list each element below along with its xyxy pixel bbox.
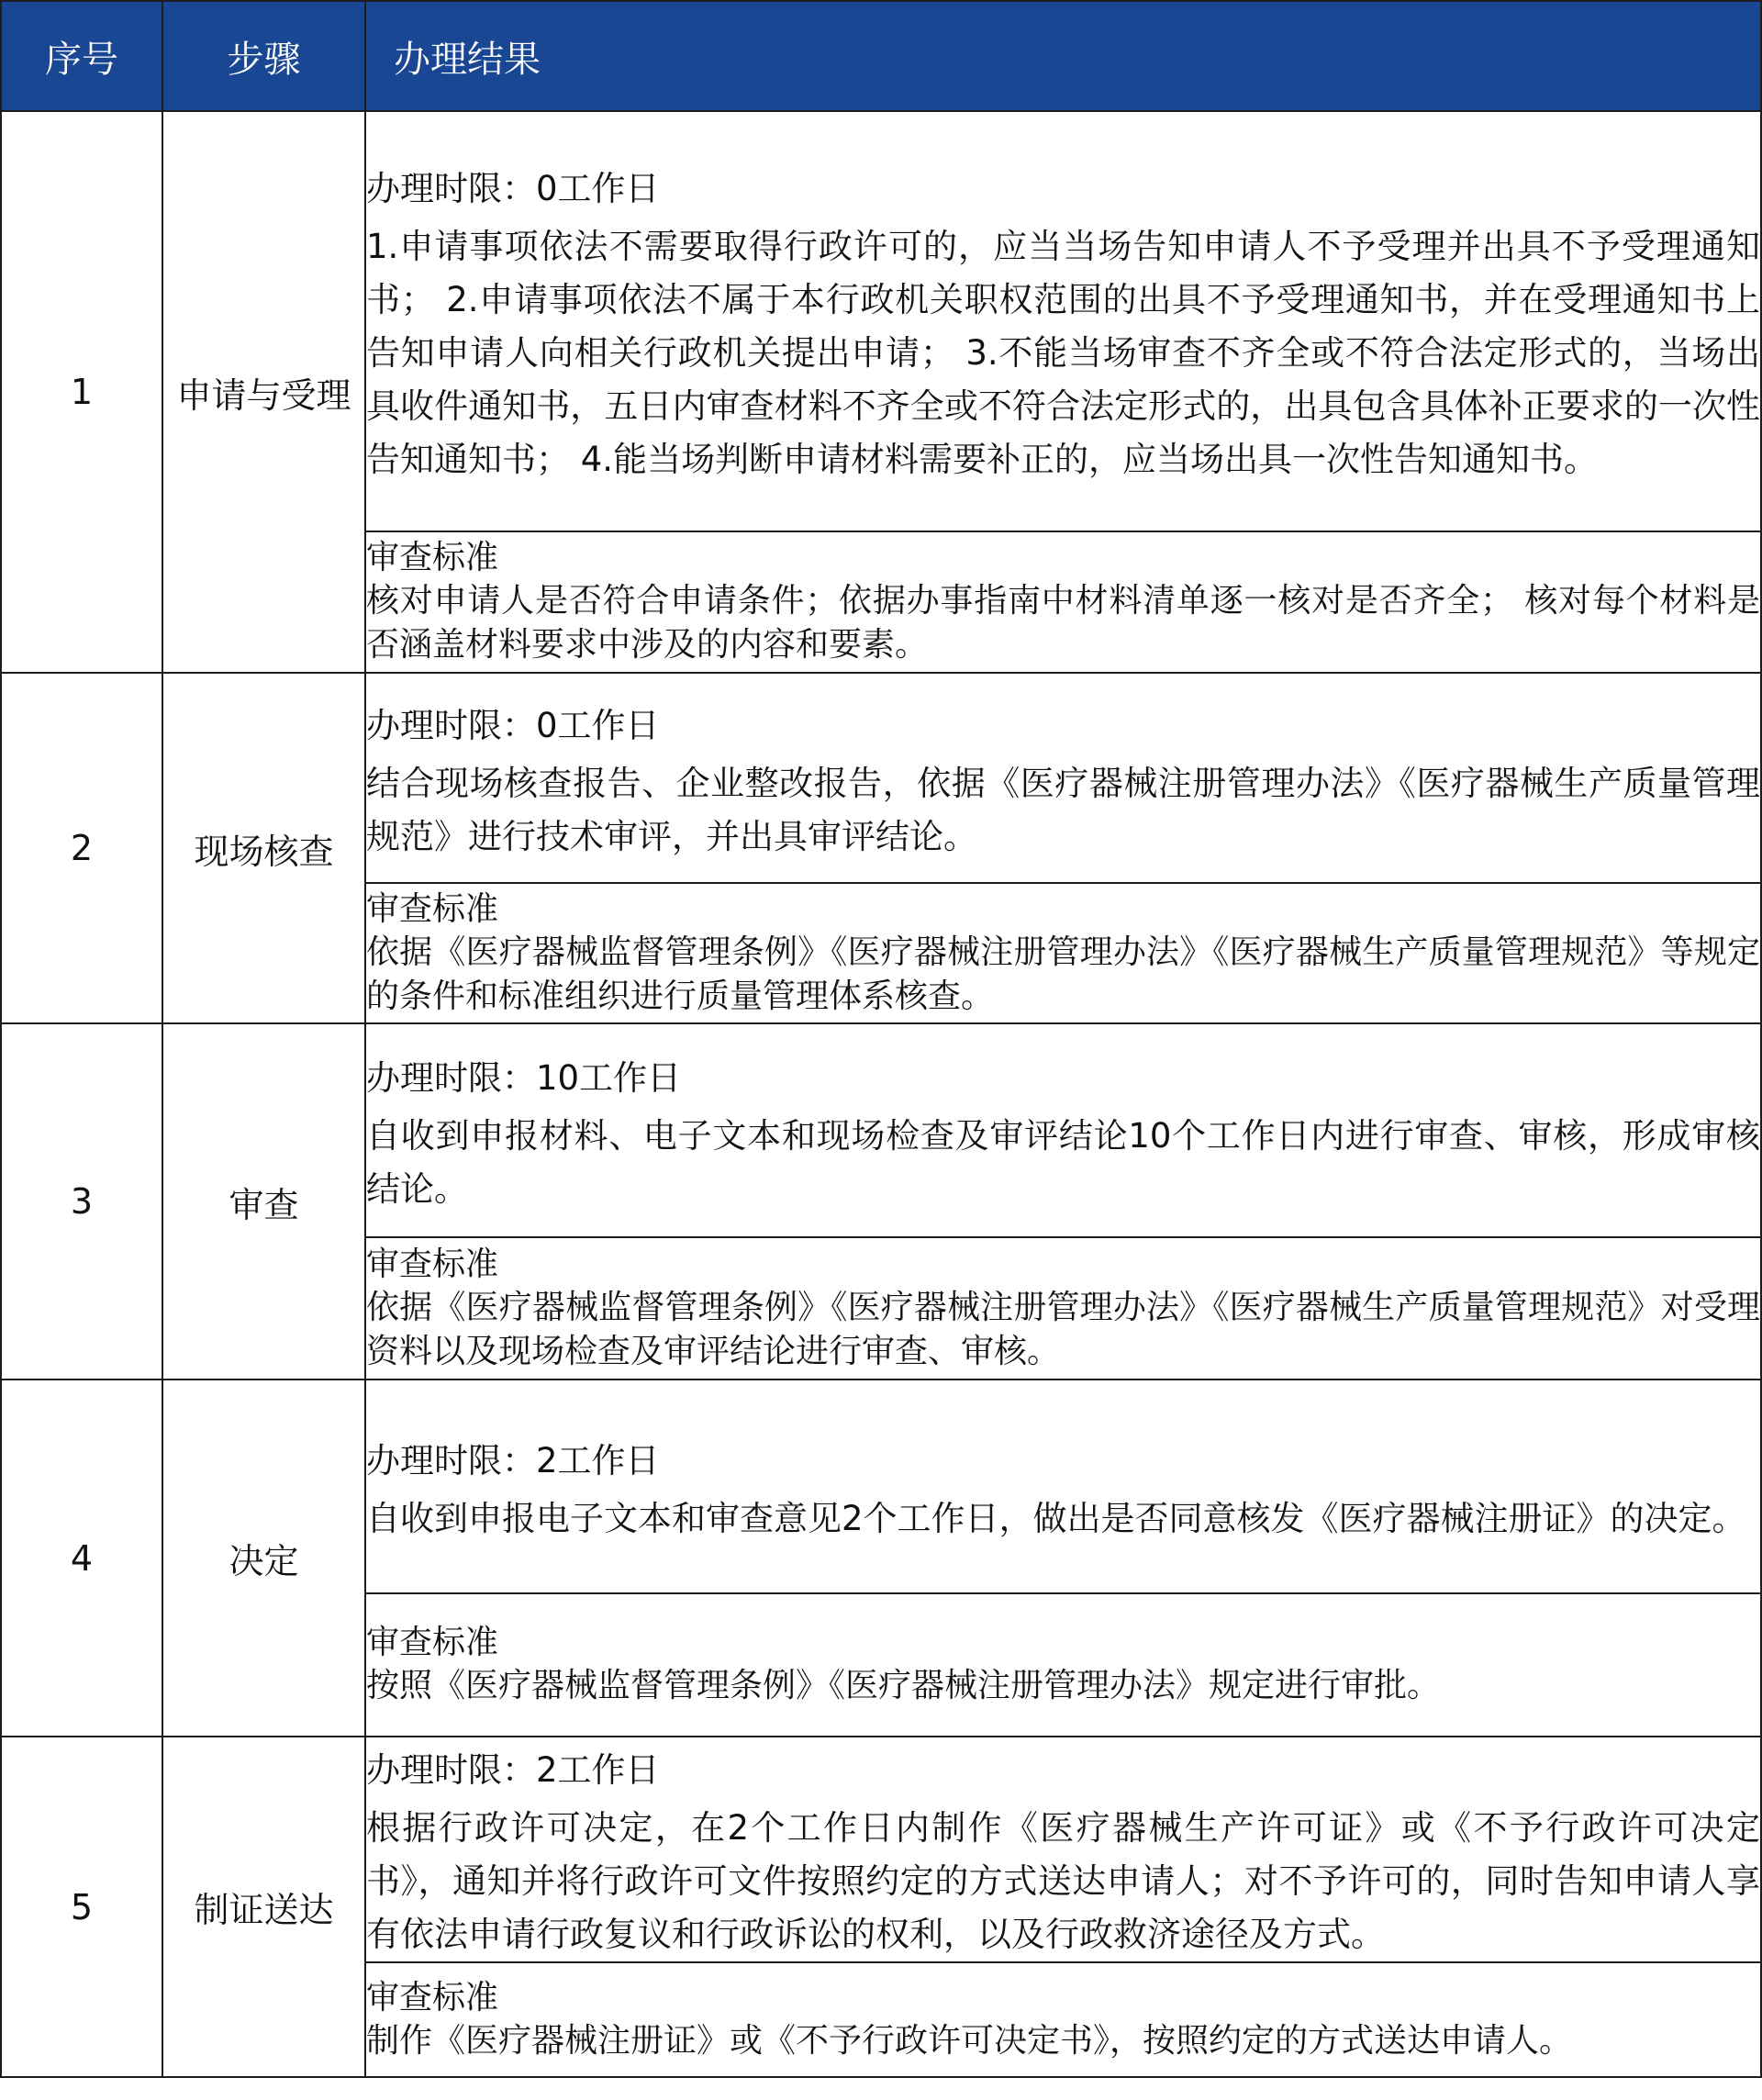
standard-text: 依据《医疗器械监督管理条例》《医疗器械注册管理办法》《医疗器械生产质量管理规范》对受理资料以及现场检查及审评结论进行审查、审核。 (366, 1288, 1760, 1370)
time-limit: 办理时限：2工作日 (366, 1440, 660, 1480)
time-limit: 办理时限：0工作日 (366, 705, 660, 745)
standard-text: 制作《医疗器械注册证》或《不予行政许可决定书》，按照约定的方式送达申请人。 (366, 2021, 1573, 2060)
standard-text: 依据《医疗器械监督管理条例》《医疗器械注册管理办法》《医疗器械生产质量管理规范》等规定的条件和标准组织进行质量管理体系核查。 (366, 933, 1760, 1015)
table-row (1, 673, 1761, 883)
table-row (1, 1737, 1761, 1962)
standard-cell (365, 1237, 1761, 1380)
standard-label: 审查标准 (366, 1978, 499, 2016)
result-cell (365, 111, 1761, 531)
result-cell (365, 1737, 1761, 1962)
standard-text: 按照《医疗器械监督管理条例》《医疗器械注册管理办法》规定进行审批。 (366, 1667, 1441, 1704)
result-cell (365, 673, 1761, 883)
table-header-row (1, 1, 1761, 111)
row-step: 制证送达 (162, 1737, 365, 2077)
header-seq: 序号 (1, 1, 162, 111)
time-limit: 办理时限：2工作日 (366, 1750, 660, 1790)
table-row (1, 1380, 1761, 1593)
row-step: 决定 (162, 1380, 365, 1737)
header-step: 步骤 (162, 1, 365, 111)
time-limit: 办理时限：10工作日 (366, 1057, 682, 1098)
row-seq: 1 (1, 111, 162, 673)
table-row (1, 111, 1761, 531)
standard-label: 审查标准 (366, 1245, 499, 1283)
result-cell (365, 1023, 1761, 1237)
standard-label: 审查标准 (366, 539, 499, 576)
standard-label: 审查标准 (366, 1624, 499, 1661)
standard-text: 核对申请人是否符合申请条件；依据办事指南中材料清单逐一核对是否齐全； 核对每个材料是否涵盖材料要求中涉及的内容和要素。 (366, 582, 1760, 664)
row-step: 申请与受理 (162, 111, 365, 673)
standard-label: 审查标准 (366, 889, 499, 928)
standard-cell (365, 531, 1761, 673)
table-row (1, 1023, 1761, 1237)
result-description: 自收到申报电子文本和审查意见2个工作日，做出是否同意核发《医疗器械注册证》的决定。 (366, 1498, 1746, 1538)
result-description: 1.申请事项依法不需要取得行政许可的，应当当场告知申请人不予受理并出具不予受理通知书； 2.申请事项依法不属于本行政机关职权范围的出具不予受理通知书，并在受理通知书上告知申请人向相关行政机关提出申请； 3.不能当场审查不齐全或不符合法定形式的，当场出具收件通知书，五日内审查材料不齐全或不符合法定形式的，出具包含具体补正要求的一次性告知通知书； 4.能当场判断申请材料需要补正的，应当场出具一次性告知通知书。 (366, 227, 1760, 479)
row-step: 审查 (162, 1023, 365, 1380)
result-description: 根据行政许可决定，在2个工作日内制作《医疗器械生产许可证》或《不予行政许可决定书》，通知并将行政许可文件按照约定的方式送达申请人；对不予许可的，同时告知申请人享有依法申请行政复议和行政诉讼的权利，以及行政救济途径及方式。 (366, 1808, 1760, 1954)
row-seq: 5 (1, 1737, 162, 2077)
result-cell (365, 1380, 1761, 1593)
standard-cell (365, 883, 1761, 1023)
result-description: 结合现场核查报告、企业整改报告，依据《医疗器械注册管理办法》《医疗器械生产质量管理规范》进行技术审评，并出具审评结论。 (366, 763, 1760, 856)
standard-cell (365, 1593, 1761, 1737)
row-seq: 4 (1, 1380, 162, 1737)
standard-cell (365, 1962, 1761, 2077)
time-limit: 办理时限：0工作日 (366, 169, 660, 208)
row-step: 现场核查 (162, 673, 365, 1023)
row-seq: 2 (1, 673, 162, 1023)
row-seq: 3 (1, 1023, 162, 1380)
result-description: 自收到申报材料、电子文本和现场检查及审评结论10个工作日内进行审查、审核，形成审核结论。 (366, 1115, 1760, 1209)
header-result: 办理结果 (365, 1, 1761, 111)
